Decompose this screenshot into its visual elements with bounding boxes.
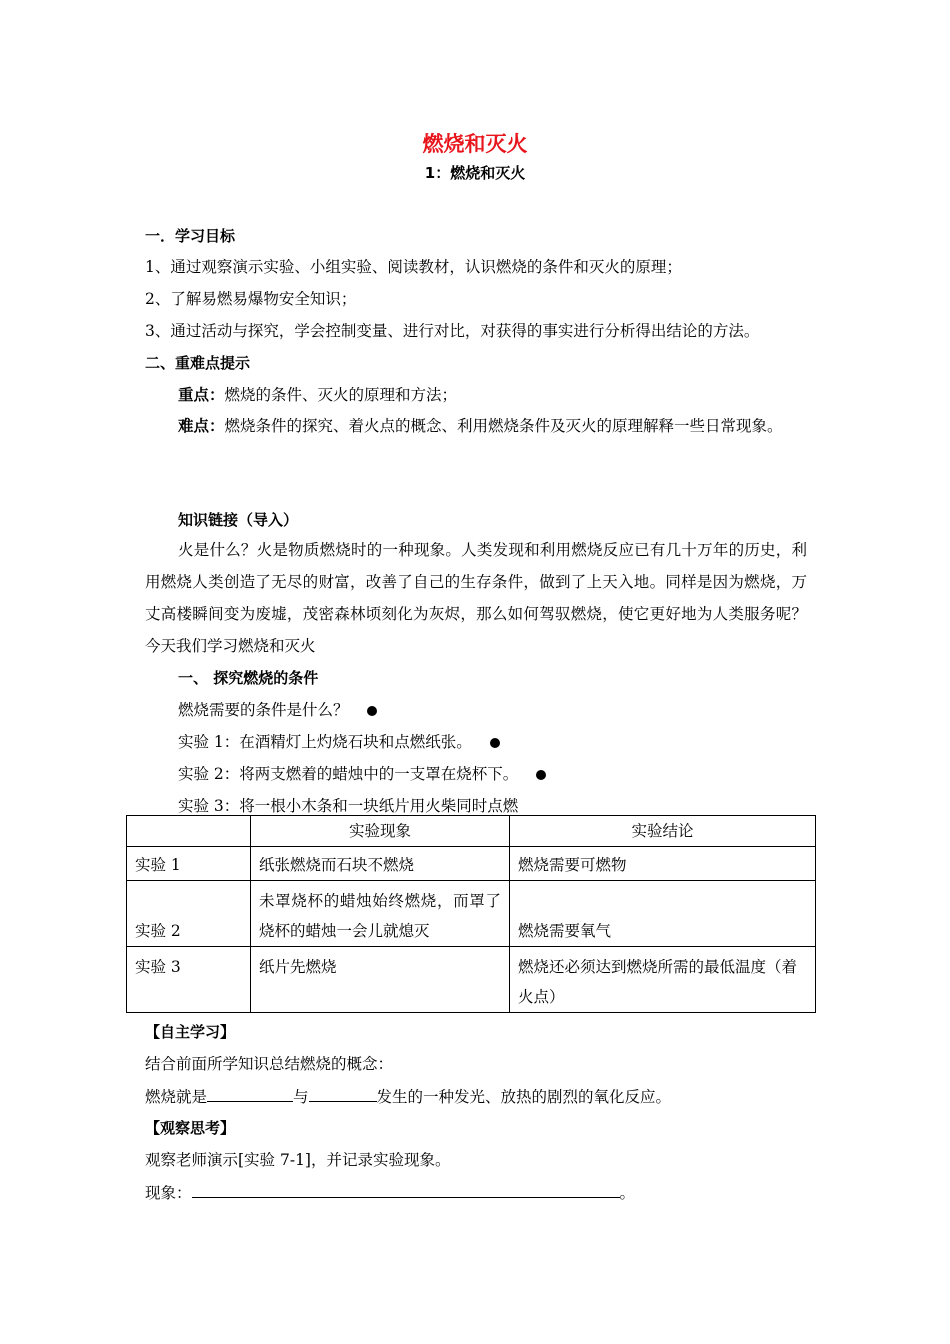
phenomenon-blank[interactable] xyxy=(192,1181,620,1198)
experiment-1-text: 实验 1：在酒精灯上灼烧石块和点燃纸张。 xyxy=(178,733,472,751)
table-cell: 纸张燃烧而石块不燃烧 xyxy=(251,847,510,881)
self-study-heading: 【自主学习】 xyxy=(145,1023,236,1041)
table-header-cell: 实验结论 xyxy=(510,816,816,847)
fill-text-a: 燃烧就是 xyxy=(145,1088,208,1106)
table-header-cell: 实验现象 xyxy=(251,816,510,847)
key-point-label: 重点： xyxy=(178,386,225,404)
explore-heading: 一、 探究燃烧的条件 xyxy=(178,669,319,687)
difficulty-paragraph xyxy=(145,410,807,442)
fill-blank-2[interactable] xyxy=(309,1085,377,1102)
table-row xyxy=(127,847,816,881)
fill-text-c: 发生的一种发光、放热的剧烈的氧化反应。 xyxy=(376,1088,672,1106)
observe-line-1: 观察老师演示[实验 7-1]，并记录实验现象。 xyxy=(145,1151,451,1169)
experiment-1 xyxy=(178,731,500,753)
document-title: 燃烧和灭火 xyxy=(422,132,528,156)
difficulty-text: 燃烧条件的探究、着火点的概念、利用燃烧条件及灭火的原理解释一些日常现象。 xyxy=(224,417,783,435)
table-cell: 燃烧需要可燃物 xyxy=(510,847,816,881)
table-cell: 燃烧还必须达到燃烧所需的最低温度（着火点） xyxy=(510,947,816,1013)
table-cell: 纸片先燃烧 xyxy=(251,947,510,1013)
table-cell: 实验 2 xyxy=(127,881,251,947)
table-header-row xyxy=(127,816,816,847)
goal-item-1: 1、通过观察演示实验、小组实验、阅读教材，认识燃烧的条件和灭火的原理； xyxy=(145,258,682,276)
knowledge-link-paragraph: 火是什么？火是物质燃烧时的一种现象。人类发现和利用燃烧反应已有几十万年的历史，利用燃烧人类创造了无尽的财富，改善了自己的生存条件，做到了上天入地。同样是因为燃烧，万丈高楼瞬间变为废墟，茂密森林顷刻化为灰烬，那么如何驾驭燃烧，使它更好地为人类服务呢？今天我们学习燃烧和灭火 xyxy=(145,541,807,655)
difficulty-label: 难点： xyxy=(178,417,225,435)
observe-line-2 xyxy=(145,1181,635,1204)
key-point-line xyxy=(178,384,457,406)
bullet-icon xyxy=(490,738,500,748)
goal-item-3: 3、通过活动与探究，学会控制变量、进行对比，对获得的事实进行分析得出结论的方法。 xyxy=(145,322,760,340)
table-header-cell xyxy=(127,816,251,847)
experiment-2-text: 实验 2：将两支燃着的蜡烛中的一支罩在烧杯下。 xyxy=(178,765,519,783)
self-study-line-2 xyxy=(145,1085,671,1108)
section-heading-goals: 一．学习目标 xyxy=(145,227,236,245)
observe-heading: 【观察思考】 xyxy=(145,1119,236,1137)
table-cell: 未罩烧杯的蜡烛始终燃烧，而罩了烧杯的蜡烛一会儿就熄灭 xyxy=(251,881,510,947)
phenomenon-label: 现象： xyxy=(145,1184,192,1202)
knowledge-link-heading: 知识链接（导入） xyxy=(178,511,299,529)
experiment-3: 实验 3：将一根小木条和一块纸片用火柴同时点燃 xyxy=(178,797,519,815)
table-row xyxy=(127,947,816,1013)
explore-question xyxy=(178,699,377,721)
bullet-icon xyxy=(367,706,377,716)
key-point-text: 燃烧的条件、灭火的原理和方法； xyxy=(224,386,458,404)
fill-blank-1[interactable] xyxy=(207,1085,293,1102)
phenomenon-end: 。 xyxy=(619,1184,636,1202)
experiment-2 xyxy=(178,763,546,785)
section-heading-key-points: 二、重难点提示 xyxy=(145,354,251,372)
table-cell: 实验 1 xyxy=(127,847,251,881)
table-cell: 实验 3 xyxy=(127,947,251,1013)
explore-question-text: 燃烧需要的条件是什么？ xyxy=(178,701,349,719)
bullet-icon xyxy=(536,770,546,780)
experiment-table xyxy=(126,815,816,1013)
fill-text-b: 与 xyxy=(293,1088,309,1106)
document-subtitle: 1：燃烧和灭火 xyxy=(424,164,526,182)
self-study-line-1: 结合前面所学知识总结燃烧的概念： xyxy=(145,1055,394,1073)
table-row xyxy=(127,881,816,947)
table-cell: 燃烧需要氧气 xyxy=(510,881,816,947)
goal-item-2: 2、了解易燃易爆物安全知识； xyxy=(145,290,357,308)
